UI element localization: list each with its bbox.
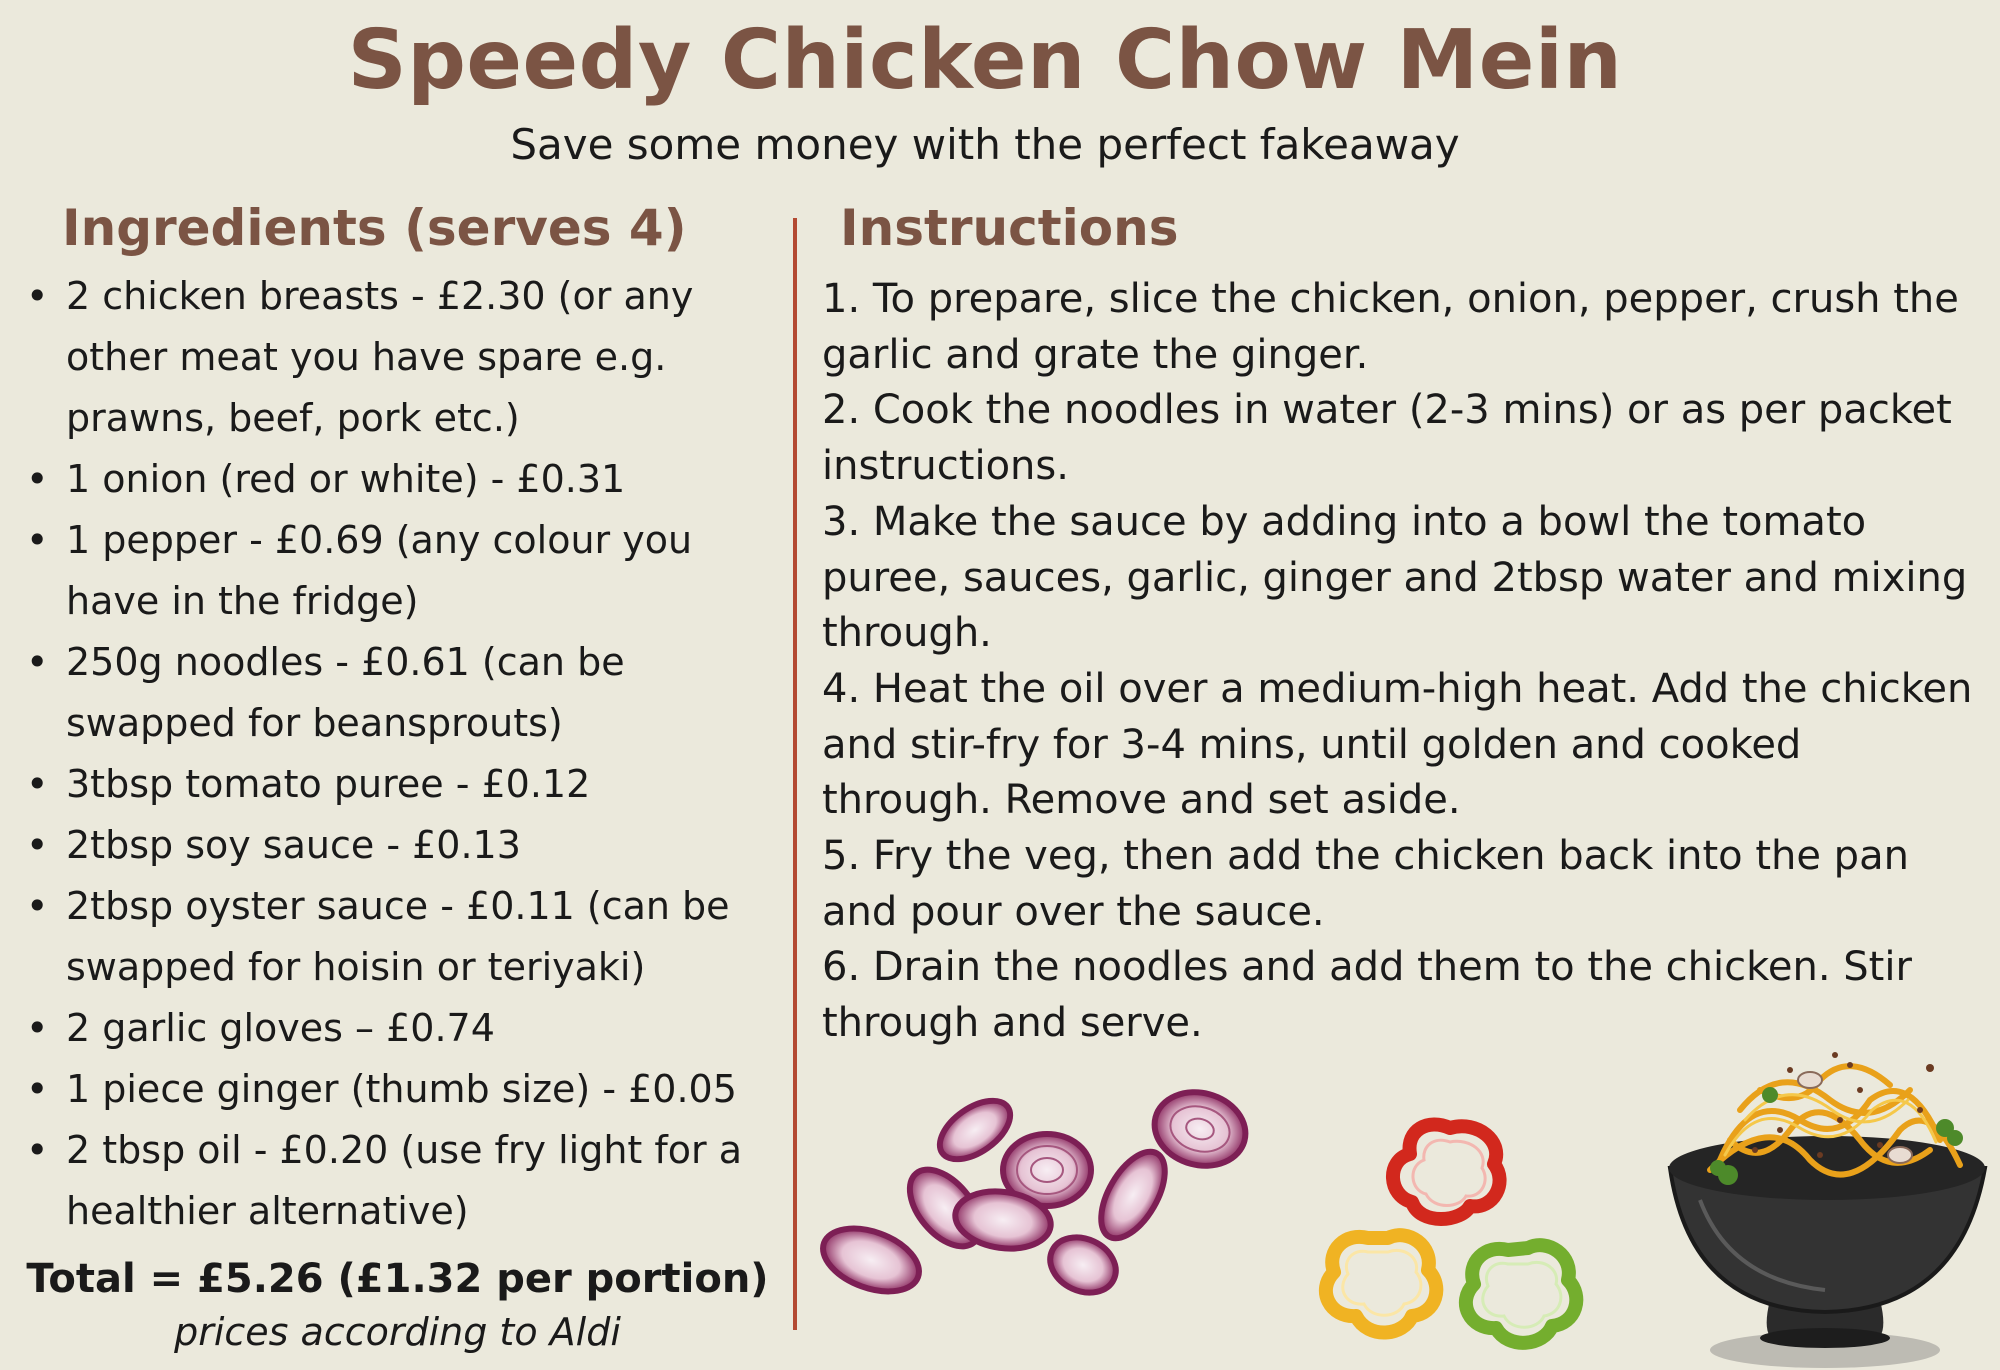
instruction-step: 2. Cook the noodles in water (2-3 mins) or as per packet instructions. (822, 387, 1952, 490)
column-divider (793, 218, 797, 1330)
ingredient-item: • 2tbsp oyster sauce - £0.11 (can be swapped for hoisin or teriyaki) (66, 876, 786, 998)
ingredient-item: • 2tbsp soy sauce - £0.13 (66, 815, 786, 876)
ingredient-item: • 250g noodles - £0.61 (can be swapped for beansprouts) (66, 632, 786, 754)
instruction-step: 4. Heat the oil over a medium-high heat. Add the chicken and stir-fry for 3-4 mins, until golden and cooked through. Remove and set aside. (822, 665, 1973, 824)
recipe-subtitle: Save some money with the perfect fakeaway (510, 120, 1460, 169)
ingredients-list (66, 266, 786, 1242)
ingredient-item: • 2 tbsp oil - £0.20 (use fry light for a healthier alternative) (66, 1120, 786, 1242)
ingredient-item: • 2 chicken breasts - £2.30 (or any other meat you have spare e.g. prawns, beef, pork etc.) (66, 266, 786, 449)
instruction-step: 6. Drain the noodles and add them to the chicken. Stir through and serve. (822, 944, 1912, 1047)
ingredient-item: • 1 piece ginger (thumb size) - £0.05 (66, 1059, 786, 1120)
ingredient-item: • 1 pepper - £0.69 (any colour you have in the fridge) (66, 510, 786, 632)
ingredients-heading: Ingredients (serves 4) (62, 199, 687, 257)
ingredient-item: • 2 garlic gloves – £0.74 (66, 998, 786, 1059)
instruction-step: 5. Fry the veg, then add the chicken back into the pan and pour over the sauce. (822, 833, 1909, 935)
recipe-title: Speedy Chicken Chow Mein (347, 13, 1623, 108)
prices-note: prices according to Aldi (174, 1310, 621, 1354)
pepper-rings-illustration (1310, 1110, 1590, 1355)
total-cost: Total = £5.26 (£1.32 per portion) (26, 1256, 769, 1302)
instruction-step: 1. To prepare, slice the chicken, onion, pepper, crush the garlic and grate the ginger. (822, 276, 1959, 378)
ingredient-item: • 1 onion (red or white) - £0.31 (66, 449, 786, 510)
onion-rings-illustration (815, 1085, 1255, 1315)
instructions-heading: Instructions (840, 199, 1179, 257)
instructions-list (822, 272, 1982, 1052)
instruction-step: 3. Make the sauce by adding into a bowl the tomato puree, sauces, garlic, ginger and 2tbsp water and mixing through. (822, 498, 1968, 657)
ingredient-item: • 3tbsp tomato puree - £0.12 (66, 754, 786, 815)
noodle-bowl-illustration (1660, 1050, 1995, 1370)
